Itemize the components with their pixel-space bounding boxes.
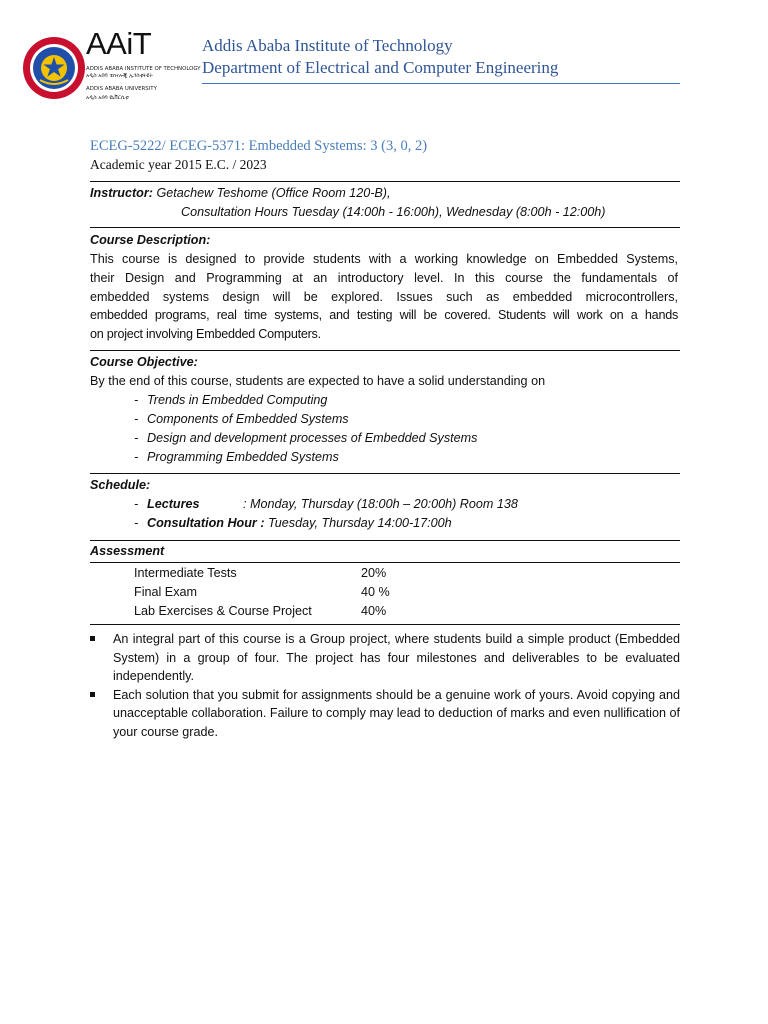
logo-subtitle-line: ADDIS ABABA UNIVERSITY <box>86 86 157 92</box>
objective-item: - Design and development processes of Embedded Systems <box>134 431 478 445</box>
objective-intro: By the end of this course, students are expected to have a solid understanding on <box>90 374 546 388</box>
course-code-title: ECEG-5222/ ECEG-5371: Embedded Systems: 3 (3, 0, 2) <box>90 138 428 154</box>
description-line: This course is designed to provide students with a working knowledge on Embedded Systems, <box>90 252 678 266</box>
instructor-section <box>90 184 391 203</box>
logo-subtitle-line: ADDIS ABABA INSTITUTE OF TECHNOLOGY <box>86 66 201 72</box>
description-line: their Design and Programming at an introductory level. In this course the fundamentals of <box>90 270 678 285</box>
assessment-item: Final Exam <box>134 585 197 599</box>
logo-subtitle-line: አዲስ አበባ ዩኒቨርሲቲ <box>86 95 129 101</box>
description-line: embedded systems design will be explored. Issues such as embedded microcontrollers, <box>90 289 678 304</box>
university-seal-icon <box>22 36 86 100</box>
note-item: An integral part of this course is a Group project, where students build a simple product (Embedded System) in a group of four. The project has four milestones and deliverables to be evaluated independently. <box>90 630 680 686</box>
assessment-label: Assessment <box>90 544 165 558</box>
bullet-square-icon <box>90 692 95 697</box>
department-name: Department of Electrical and Computer Engineering <box>202 58 559 77</box>
logo-subtitle-line: አዲስ አበባ ቴክኖሎጂ ኢንስቲትዩት <box>86 73 153 79</box>
description-line: on project involving Embedded Computers. <box>90 327 321 342</box>
section-divider <box>90 350 680 351</box>
assessment-weight: 20% <box>361 566 387 580</box>
description-label: Course Description: <box>90 233 211 247</box>
aait-logo-wordmark: AAiT <box>86 26 152 61</box>
description-line: embedded programs, real time systems, and testing will be covered. Students will work on a hands <box>90 308 678 323</box>
assessment-item: Intermediate Tests <box>134 566 237 580</box>
section-divider <box>90 473 680 474</box>
bullet-square-icon <box>90 636 95 641</box>
header-divider <box>202 83 680 84</box>
section-divider <box>90 540 680 541</box>
schedule-consultation: - Consultation Hour : Tuesday, Thursday 14:00-17:00h <box>134 516 452 530</box>
notes-list <box>90 630 680 742</box>
objective-item: - Components of Embedded Systems <box>134 412 349 426</box>
objective-item: - Programming Embedded Systems <box>134 450 339 464</box>
instructor-name: Getachew Teshome (Office Room 120-B), <box>156 186 391 200</box>
description-paragraph <box>90 250 678 344</box>
note-item: Each solution that you submit for assignments should be a genuine work of yours. Avoid copying and unacceptable collaboration. Failure to comply may lead to deduction of marks and even nullification of your course grade. <box>90 686 680 742</box>
objective-item: - Trends in Embedded Computing <box>134 393 328 407</box>
section-divider <box>90 624 680 625</box>
assessment-item: Lab Exercises & Course Project <box>134 604 312 618</box>
instructor-label: Instructor: <box>90 186 153 200</box>
section-divider <box>90 181 680 182</box>
objective-label: Course Objective: <box>90 355 198 369</box>
schedule-lectures: - Lectures : Monday, Thursday (18:00h – 20:00h) Room 138 <box>134 497 518 511</box>
schedule-label: Schedule: <box>90 478 151 492</box>
section-divider <box>90 227 680 228</box>
consultation-hours: Consultation Hours Tuesday (14:00h - 16:00h), Wednesday (8:00h - 12:00h) <box>181 205 606 219</box>
section-divider <box>90 562 680 563</box>
assessment-weight: 40 % <box>361 585 390 599</box>
institute-name: Addis Ababa Institute of Technology <box>202 36 453 55</box>
assessment-weight: 40% <box>361 604 387 618</box>
academic-year: Academic year 2015 E.C. / 2023 <box>90 157 267 172</box>
